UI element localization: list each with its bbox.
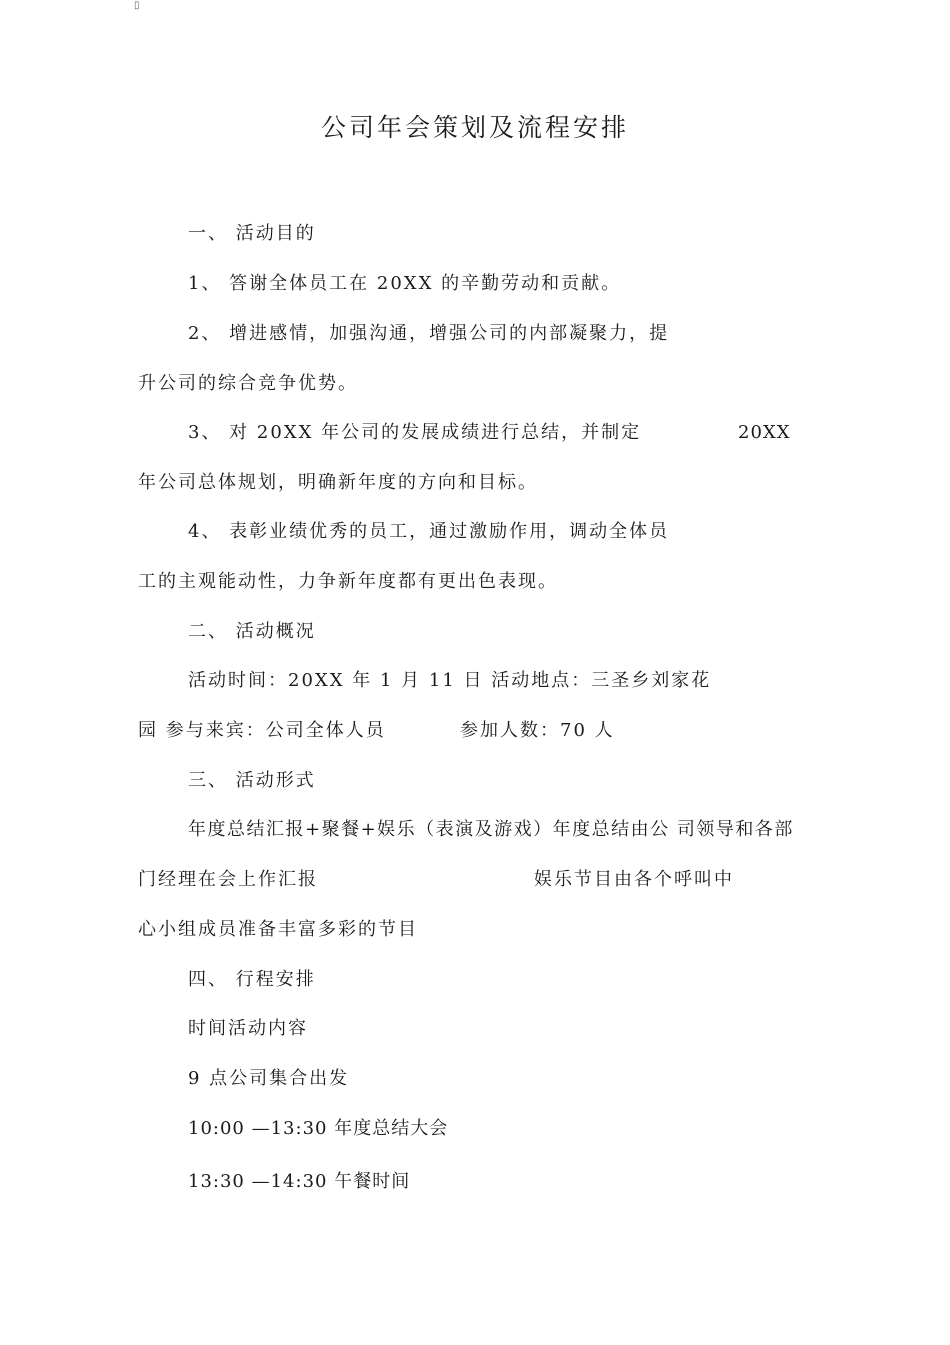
section2-line2-left: 园 参与来宾：公司全体人员	[138, 720, 386, 741]
section3-heading: 三、 活动形式	[188, 770, 316, 791]
section1-item1: 1、 答谢全体员工在 20XX 的辛勤劳动和贡献。	[188, 273, 622, 294]
section3-line3: 心小组成员准备丰富多彩的节目	[138, 919, 418, 940]
section3-line2-right: 娱乐节目由各个呼叫中	[534, 869, 734, 890]
section1-item3-line1: 3、 对 20XX 年公司的发展成绩进行总结，并制定	[188, 422, 642, 443]
schedule-row: 13:30 —14:30 午餐时间	[188, 1171, 411, 1192]
schedule-row: 9 点公司集合出发	[188, 1068, 350, 1089]
section4-heading: 四、 行程安排	[188, 969, 316, 990]
schedule-header: 时间活动内容	[188, 1018, 308, 1039]
section1-item3-line2: 年公司总体规划，明确新年度的方向和目标。	[138, 472, 538, 493]
section1-item2-line1: 2、 增进感情，加强沟通，增强公司的内部凝聚力，提	[188, 323, 670, 344]
schedule-row: 10:00 —13:30 年度总结大会	[188, 1118, 449, 1139]
section1-heading: 一、 活动目的	[188, 223, 316, 244]
section1-item2-line2: 升公司的综合竞争优势。	[138, 373, 358, 394]
section3-line2-left: 门经理在会上作汇报	[138, 869, 318, 890]
section2-heading: 二、 活动概况	[188, 621, 316, 642]
corner-mark: ▯	[134, 0, 140, 11]
page-title: 公司年会策划及流程安排	[320, 113, 629, 142]
section1-item3-line1-tail: 20XX	[738, 422, 791, 443]
section2-line1: 活动时间：20XX 年 1 月 11 日 活动地点：三圣乡刘家花	[188, 670, 712, 691]
section1-item4-line1: 4、 表彰业绩优秀的员工，通过激励作用，调动全体员	[188, 521, 670, 542]
section2-line2-right: 参加人数：70 人	[460, 720, 615, 741]
section3-line1: 年度总结汇报+聚餐+娱乐（表演及游戏）年度总结由公 司领导和各部	[188, 819, 794, 840]
section1-item4-line2: 工的主观能动性，力争新年度都有更出色表现。	[138, 571, 558, 592]
